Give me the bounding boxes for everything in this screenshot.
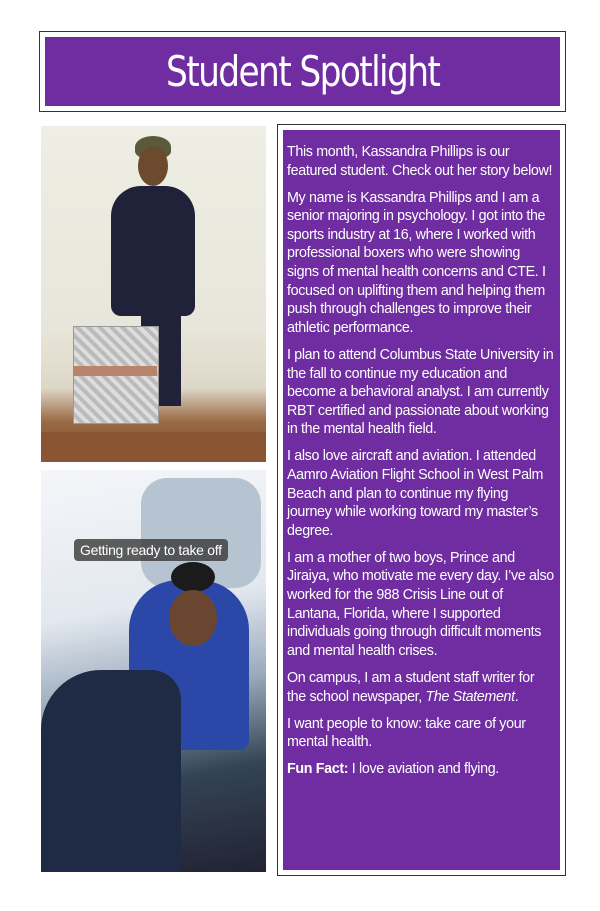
page-title: Student Spotlight bbox=[165, 46, 440, 96]
story-paragraph-5 bbox=[287, 669, 554, 706]
p5-prefix: On campus, I am a student staff writer for the school newspaper, bbox=[287, 669, 535, 705]
story-paragraph-4: I am a mother of two boys, Prince and Jiraiya, who motivate me every day. I’ve also worked for the 988 Crisis Line out of Lantana, Florida, where I supported individuals going through difficult moments and mental health crises. bbox=[287, 549, 554, 659]
p5-suffix: . bbox=[514, 688, 519, 705]
hair bbox=[171, 562, 215, 592]
story-paragraph-6: I want people to know: take care of your mental health. bbox=[287, 715, 526, 751]
fun-fact bbox=[287, 760, 554, 779]
story-paragraph-1: My name is Kassandra Phillips and I am a senior majoring in psychology. I got into the sports industry at 16, where I worked with professional boxers who were showing signs of mental health concerns and CTE. I focused on uplifting them and helping them push through challenges to improve their athletic performance. bbox=[287, 189, 546, 336]
student-photo-aircraft bbox=[41, 470, 266, 872]
student-photo-portrait bbox=[41, 126, 266, 462]
story-panel bbox=[283, 130, 560, 870]
header-banner bbox=[45, 37, 560, 106]
face bbox=[169, 590, 217, 646]
story-intro: This month, Kassandra Phillips is our featured student. Check out her story below! bbox=[287, 144, 553, 179]
fun-fact-label: Fun Fact: bbox=[287, 761, 349, 778]
floor bbox=[41, 432, 266, 462]
story-paragraph-2: I plan to attend Columbus State University in the fall to continue my education and become a behavioral analyst. I am currently RBT certified and passionate about working in the mental health field. bbox=[287, 346, 554, 438]
fun-fact-text: I love aviation and flying. bbox=[348, 761, 499, 778]
dress bbox=[111, 186, 195, 316]
cockpit bbox=[41, 670, 181, 872]
story-paragraph-3: I also love aircraft and aviation. I attended Aamro Aviation Flight School in West Palm Beach and plan to continue my flying journey while working toward my master’s degree. bbox=[287, 448, 544, 539]
story-frame bbox=[277, 124, 566, 876]
handbag-stripe bbox=[73, 366, 157, 376]
head bbox=[138, 146, 168, 186]
newspaper-name: The Statement bbox=[425, 688, 515, 705]
header-frame bbox=[39, 31, 566, 112]
photo-caption: Getting ready to take off bbox=[74, 539, 228, 561]
